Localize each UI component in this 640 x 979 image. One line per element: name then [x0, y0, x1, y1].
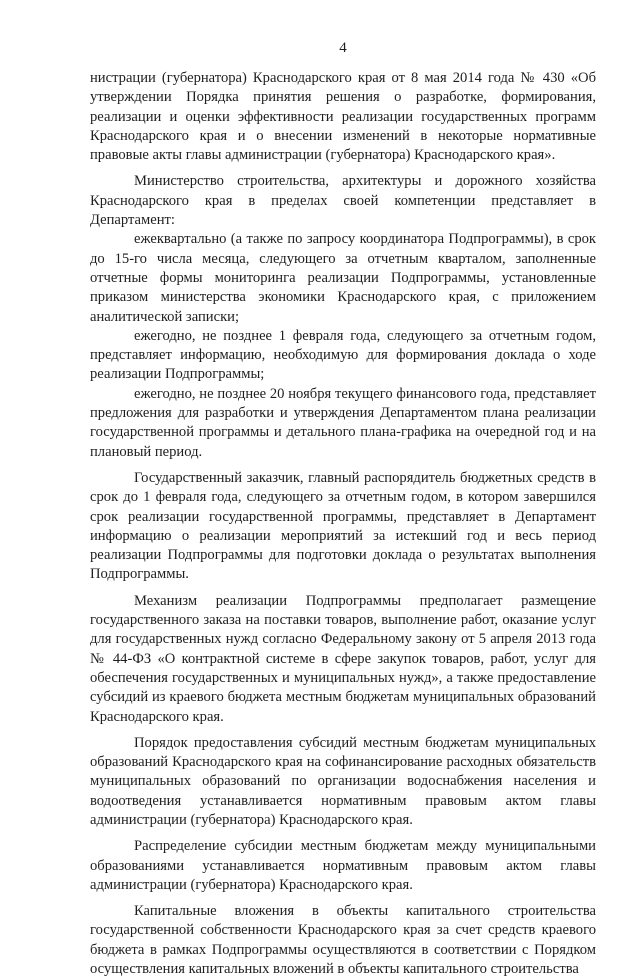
paragraph-subsidy-distribution: Распределение субсидии местным бюджетам между муниципальными образованиями устанавливается нормативным правовым актом главы администрации (губернатора) Краснодарского края.	[90, 838, 596, 893]
paragraph-annual-february: ежегодно, не позднее 1 февраля года, следующего за отчетным годом, представляет информацию, необходимую для формирования доклада о ходе реализации Подпрограммы;	[90, 327, 596, 383]
paragraph-continuation: нистрации (губернатора) Краснодарского края от 8 мая 2014 года № 430 «Об утверждении Порядка принятия решения о разработке, формирования, реализации и оценки эффективности реализации государственных программ Краснодарского края и о внесении изменений в некоторые нормативные правовые акты главы администрации (губернатора) Краснодарского края».	[90, 70, 596, 164]
paragraph-subsidy-procedure: Порядок предоставления субсидий местным бюджетам муниципальных образований Краснодарского края на софинансирование расходных обязательств муниципальных образований по организации водоснабжения населения и водоотведения устанавливается нормативным правовым актом главы администрации (губернатора) Краснодарского края.	[90, 734, 596, 828]
page-number: 4	[339, 40, 347, 56]
paragraph-capital-investments: Капитальные вложения в объекты капитального строительства государственной собственности Краснодарского края за счет средств краевого бюджета в рамках Подпрограммы осуществляются в соответствии с Порядком осуществления капитальных вложений в объекты капитального строительства	[90, 903, 596, 978]
document-body	[90, 69, 596, 979]
paragraph-mechanism: Механизм реализации Подпрограммы предполагает размещение государственного заказа на поставки товаров, выполнение работ, оказание услуг для государственных нужд согласно Федеральному закону от 5 апреля 2013 года № 44-ФЗ «О контрактной системе в сфере закупок товаров, работ, услуг для обеспечения государственных и муниципальных нужд», а также предоставление субсидий из краевого бюджета местным бюджетам муниципальных образований Краснодарского края.	[90, 592, 596, 725]
paragraph-annual-november: ежегодно, не позднее 20 ноября текущего финансового года, представляет предложения для разработки и утверждения Департаментом плана реализации государственной программы и детального плана-графика на очередной год и на плановый период.	[90, 385, 596, 460]
paragraph-quarterly: ежеквартально (а также по запросу координатора Подпрограммы), в срок до 15-го числа месяца, следующего за отчетным кварталом, заполненные отчетные формы мониторинга реализации Подпрограммы, установленные приказом министерства экономики Краснодарского края, с приложением аналитической записки;	[90, 231, 596, 325]
paragraph-ministry: Министерство строительства, архитектуры и дорожного хозяйства Краснодарского края в пределах своей компетенции представляет в Департамент:	[90, 173, 596, 229]
paragraph-state-customer: Государственный заказчик, главный распорядитель бюджетных средств в срок до 1 февраля года, следующего за отчетным годом, в котором завершился срок реализации государственной программы, представляет в Департамент информацию о реализации мероприятий за истекший год и весь период реализации Подпрограммы для подготовки доклада о результатах выполнения Подпрограммы.	[90, 469, 596, 583]
